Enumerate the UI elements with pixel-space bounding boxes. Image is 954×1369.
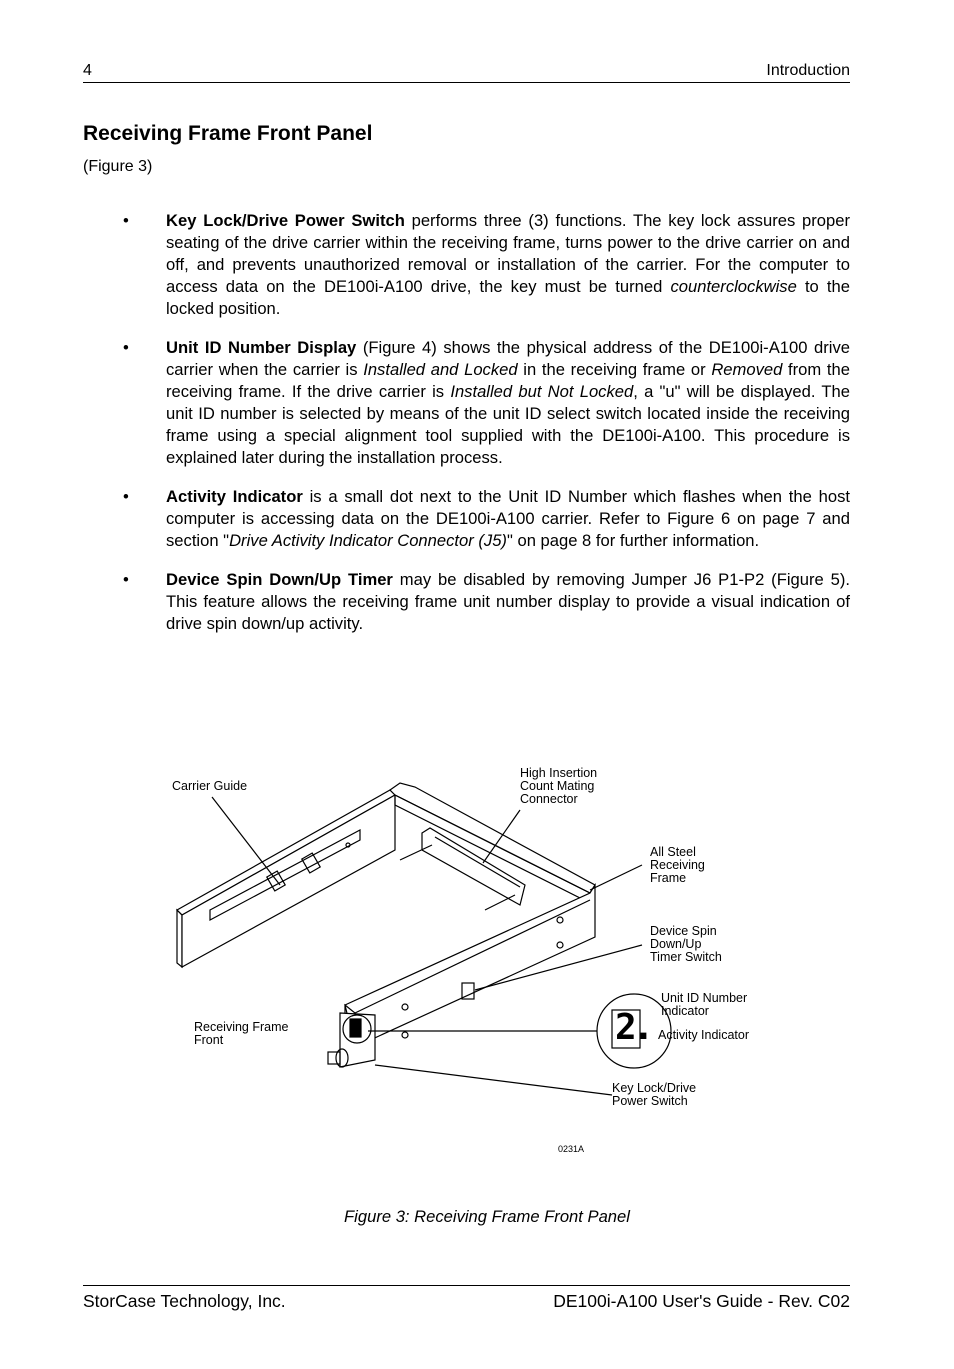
label-carrier-guide: Carrier Guide: [172, 779, 248, 793]
text: to the locked position.: [166, 277, 850, 318]
bullet: •: [123, 338, 129, 357]
emphasis: Installed and Locked: [363, 360, 518, 379]
label-keylock: Key Lock/Drive Power Switch: [612, 1081, 697, 1108]
text: from the receiving frame. If the drive carrier is: [166, 360, 850, 401]
bullet: •: [123, 570, 129, 589]
bullet: •: [123, 487, 129, 506]
display-digit: 2.: [615, 1007, 651, 1048]
emphasis: counterclockwise: [670, 277, 797, 296]
list-item-activity: [120, 486, 850, 552]
figure-reference: (Figure 3): [83, 158, 153, 175]
receiving-frame-figure: [150, 755, 830, 1165]
term: Device Spin Down/Up Timer: [166, 570, 393, 589]
page-footer: [83, 1285, 850, 1311]
text: , a "u" will be displayed. The unit ID number is selected by means of the unit ID select switch located inside the receiving frame using a special alignment tool supplied with the DE100i-A100. This procedure is explained later during the installation process.: [166, 382, 850, 467]
section-title: Introduction: [766, 62, 850, 79]
footer-document: DE100i-A100 User's Guide - Rev. C02: [553, 1291, 850, 1311]
bullet: •: [123, 211, 129, 230]
frame-drawing: [150, 755, 830, 1165]
label-connector: High Insertion Count Mating Connector: [520, 766, 598, 806]
figure-code: 0231A: [558, 1144, 585, 1154]
text: may be disabled by removing Jumper J6 P1-P2 (Figure 5). This feature allows the receiving frame unit number display to provide a visual indication of drive spin down/up activity.: [166, 570, 850, 633]
term: Activity Indicator: [166, 487, 303, 506]
list-item-spin-timer: [120, 569, 850, 635]
page-title: Receiving Frame Front Panel: [83, 122, 373, 145]
text: performs three (3) functions. The key lock assures proper seating of the drive carrier within the receiving frame, turns power to the drive carrier on and off, and prevents unauthorized removal or installation of the carrier. For the computer to access data on the DE100i-A100 drive, the key must be turned: [166, 211, 850, 296]
term: Key Lock/Drive Power Switch: [166, 211, 405, 230]
list-item-key-lock: [120, 210, 850, 320]
label-timer: Device Spin Down/Up Timer Switch: [650, 924, 722, 964]
emphasis: Removed: [711, 360, 783, 379]
term: Unit ID Number Display: [166, 338, 357, 357]
label-frame: All Steel Receiving Frame: [650, 845, 705, 885]
label-activity: Activity Indicator: [658, 1028, 750, 1042]
text: in the receiving frame or: [517, 360, 712, 379]
page-number: 4: [83, 62, 92, 79]
label-unit-id: Unit ID Number Indicator: [661, 991, 748, 1018]
emphasis: Installed but Not Locked: [450, 382, 634, 401]
list-item-unit-id: [120, 337, 850, 469]
text: " on page 8 for further information.: [506, 531, 760, 550]
feature-list: [120, 210, 850, 652]
label-front: Receiving Frame Front: [194, 1020, 289, 1047]
page-header: [83, 62, 850, 83]
text: is a small dot next to the Unit ID Number which flashes when the host computer is accessing data on the DE100i-A100 carrier. Refer to Figure 6 on page 7 and section ": [166, 487, 850, 550]
footer-company: StorCase Technology, Inc.: [83, 1291, 286, 1311]
figure-caption: Figure 3: Receiving Frame Front Panel: [344, 1207, 630, 1226]
emphasis: Drive Activity Indicator Connector (J5): [229, 531, 507, 550]
text: (Figure 4) shows the physical address of the DE100i-A100 drive carrier when the carrier is: [166, 338, 850, 379]
